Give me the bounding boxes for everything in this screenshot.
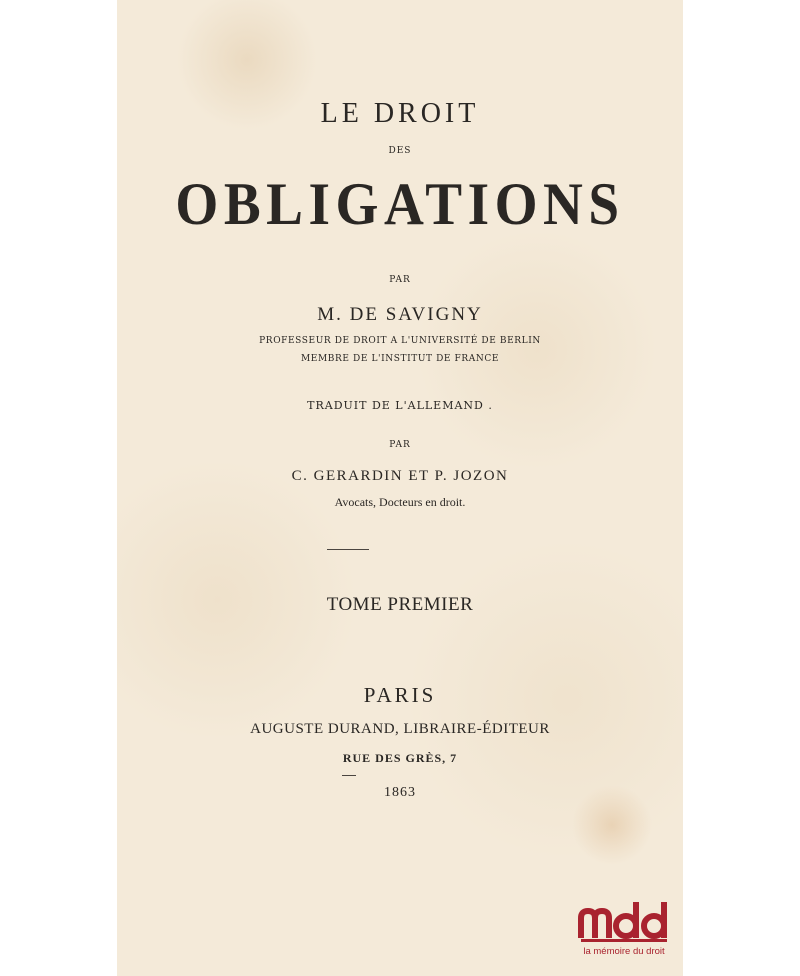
translation-note: TRADUIT DE L'ALLEMAND . <box>307 399 493 412</box>
title-line-2: DES <box>388 146 412 156</box>
mdd-logo-mark <box>578 896 670 944</box>
publisher-address: RUE DES GRÈS, 7 <box>342 751 458 765</box>
publication-city: PARIS <box>363 683 437 707</box>
title-line-1: LE DROIT <box>320 98 480 129</box>
mdd-logo <box>578 896 670 964</box>
volume-label: TOME PREMIER <box>326 594 474 615</box>
publisher-name: AUGUSTE DURAND, LIBRAIRE-ÉDITEUR <box>250 721 550 737</box>
author-role-1: PROFESSEUR DE DROIT A L'UNIVERSITÉ DE BERLIN <box>259 336 541 346</box>
short-divider <box>342 775 356 776</box>
publication-year: 1863 <box>384 785 416 800</box>
translators-title: Avocats, Docteurs en droit. <box>334 495 466 509</box>
logo-underline <box>581 939 667 942</box>
author-role-2: MEMBRE DE L'INSTITUT DE FRANCE <box>300 354 500 364</box>
par-label: PAR <box>389 275 411 285</box>
par-label-2: PAR <box>389 440 411 450</box>
translators-names: C. GERARDIN ET P. JOZON <box>291 468 509 484</box>
author-name: M. DE SAVIGNY <box>317 304 483 325</box>
main-title: OBLIGATIONS <box>175 171 625 237</box>
logo-tagline: la mémoire du droit <box>583 946 665 957</box>
divider-rule <box>327 549 369 550</box>
